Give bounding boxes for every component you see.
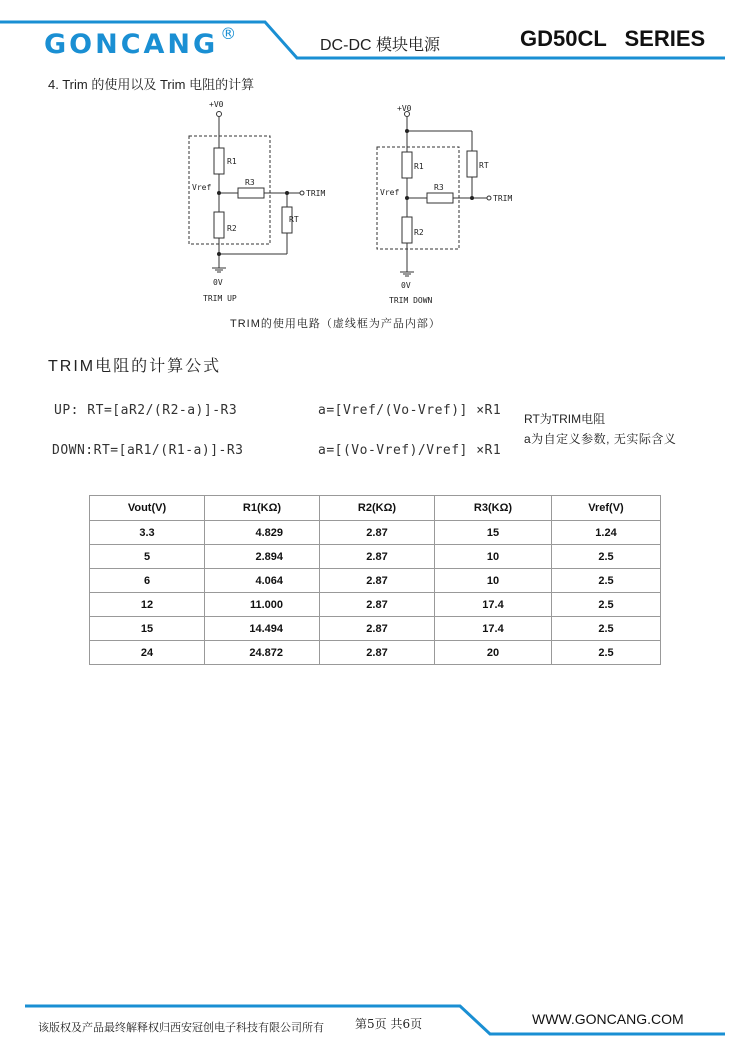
header-r2: R2(KΩ) <box>320 496 435 521</box>
header-vref: Vref(V) <box>552 496 661 521</box>
cell-vref: 2.5 <box>552 569 661 593</box>
table-row <box>90 593 661 617</box>
cell-r2: 2.87 <box>320 641 435 665</box>
right-trim-terminal <box>487 196 491 200</box>
right-caption: TRIM DOWN <box>389 296 433 305</box>
cell-r2: 2.87 <box>320 545 435 569</box>
left-r3-label: R3 <box>245 178 255 187</box>
down-a-formula: a=[(Vo-Vref)/Vref] ×R1 <box>318 443 502 458</box>
cell-vout: 15 <box>90 617 205 641</box>
up-formula: UP: RT=[aR2/(R2-a)]-R3 <box>54 403 238 418</box>
left-trim-terminal <box>300 191 304 195</box>
right-0v-label: 0V <box>401 281 411 290</box>
cell-r2: 2.87 <box>320 593 435 617</box>
cell-r1: 4.064 <box>205 569 320 593</box>
right-vtop-label: +V0 <box>397 104 412 113</box>
trim-values-table <box>89 495 661 665</box>
cell-vout: 24 <box>90 641 205 665</box>
table-row <box>90 641 661 665</box>
left-r2-resistor <box>214 212 224 238</box>
right-rt-label: RT <box>479 161 489 170</box>
cell-r3: 15 <box>435 521 552 545</box>
table-row <box>90 545 661 569</box>
cell-r1: 11.000 <box>205 593 320 617</box>
up-a-formula: a=[Vref/(Vo-Vref)] ×R1 <box>318 403 502 418</box>
figure-caption: TRIM的使用电路（虚线框为产品内部） <box>230 318 441 330</box>
left-r1-resistor <box>214 148 224 174</box>
right-trim-label: TRIM <box>493 194 513 203</box>
left-r2-label: R2 <box>227 224 237 233</box>
cell-r3: 17.4 <box>435 593 552 617</box>
cell-vout: 3.3 <box>90 521 205 545</box>
right-r2-label: R2 <box>414 228 424 237</box>
left-0v-label: 0V <box>213 278 223 287</box>
left-vtop-terminal <box>217 112 222 117</box>
cell-vref: 2.5 <box>552 641 661 665</box>
right-r1-resistor <box>402 152 412 178</box>
cell-vref: 2.5 <box>552 617 661 641</box>
cell-vout: 12 <box>90 593 205 617</box>
cell-r3: 10 <box>435 545 552 569</box>
calc-section-title: TRIM电阻的计算公式 <box>48 358 222 375</box>
footer-website: WWW.GONCANG.COM <box>532 1011 684 1027</box>
cell-vout: 6 <box>90 569 205 593</box>
header-r3: R3(KΩ) <box>435 496 552 521</box>
trim-circuit-diagrams <box>0 0 750 340</box>
cell-vref: 1.24 <box>552 521 661 545</box>
table-row <box>90 521 661 545</box>
cell-r2: 2.87 <box>320 569 435 593</box>
cell-r1: 14.494 <box>205 617 320 641</box>
footer-page-number: 第5页 共6页 <box>355 1017 423 1031</box>
cell-r3: 10 <box>435 569 552 593</box>
footer-copyright: 该版权及产品最终解释权归西安冠创电子科技有限公司所有 <box>38 1021 324 1034</box>
left-caption: TRIM UP <box>203 294 237 303</box>
cell-r3: 17.4 <box>435 617 552 641</box>
a-note: a为自定义参数, 无实际含义 <box>524 432 677 446</box>
cell-r2: 2.87 <box>320 521 435 545</box>
left-vref-label: Vref <box>192 183 212 192</box>
header-r1: R1(KΩ) <box>205 496 320 521</box>
table-row <box>90 617 661 641</box>
down-formula: DOWN:RT=[aR1/(R1-a)]-R3 <box>52 443 244 458</box>
header-series: GD50CL SERIES <box>520 26 706 51</box>
cell-r3: 20 <box>435 641 552 665</box>
section-title: 4. Trim 的使用以及 Trim 电阻的计算 <box>48 77 255 92</box>
right-rt-resistor <box>467 151 477 177</box>
left-vtop-label: +V0 <box>209 100 224 109</box>
right-r2-resistor <box>402 217 412 243</box>
right-r3-label: R3 <box>434 183 444 192</box>
left-trim-label: TRIM <box>306 189 326 198</box>
cell-r1: 24.872 <box>205 641 320 665</box>
registered-mark: ® <box>220 24 240 43</box>
logo-text: GONCANG <box>44 29 219 60</box>
right-r1-label: R1 <box>414 162 424 171</box>
cell-vref: 2.5 <box>552 593 661 617</box>
header-vout: Vout(V) <box>90 496 205 521</box>
rt-note: RT为TRIM电阻 <box>524 412 606 426</box>
left-r1-label: R1 <box>227 157 237 166</box>
left-rt-label: RT <box>289 215 299 224</box>
left-r3-resistor <box>238 188 264 198</box>
cell-vout: 5 <box>90 545 205 569</box>
table-row <box>90 569 661 593</box>
cell-r1: 4.829 <box>205 521 320 545</box>
right-r3-resistor <box>427 193 453 203</box>
cell-r1: 2.894 <box>205 545 320 569</box>
cell-vref: 2.5 <box>552 545 661 569</box>
table-header-row <box>90 496 661 521</box>
cell-r2: 2.87 <box>320 617 435 641</box>
header-subtitle: DC-DC 模块电源 <box>320 37 440 54</box>
right-vref-label: Vref <box>380 188 400 197</box>
